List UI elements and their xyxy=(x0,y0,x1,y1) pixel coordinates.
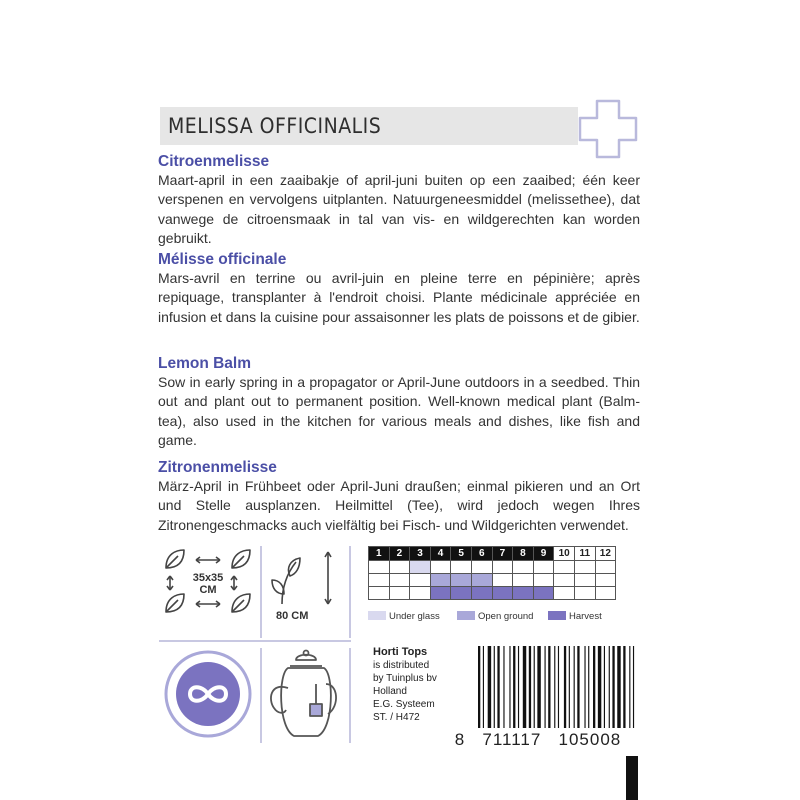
brand-name: Horti Tops xyxy=(373,646,428,658)
height-panel xyxy=(268,546,346,636)
lifecycle-panel xyxy=(160,648,258,743)
section-text: Sow in early spring in a propagator or April-June outdoors in a seedbed. Thin out and plant out to permanent position. Well-known medical plant (Balm-tea), also used in the kitchen for various meals and dishes, like fish and game. xyxy=(158,374,640,449)
legend-open-ground xyxy=(457,611,533,622)
barcode-digits: 8 711117 105008 xyxy=(454,730,622,749)
month-9: 9 xyxy=(533,547,554,561)
brand-line: ST. / H472 xyxy=(373,712,420,723)
legend-swatch xyxy=(548,611,566,620)
barcode-bar xyxy=(534,646,535,728)
month-12: 12 xyxy=(595,547,616,561)
calendar-row-under-glass xyxy=(369,561,616,574)
legend-label: Under glass xyxy=(389,611,440,622)
section-text: Mars-avril en terrine ou avril-juin en pleine terre en pépinière; après repiquage, transplanter à l'endroit choisi. Plante médicinale appréciée en infusion et dans la cuisine pour assaisonner les plats de poissons et de gibier. xyxy=(158,270,640,325)
calendar-cell xyxy=(430,587,451,600)
sowing-calendar xyxy=(368,546,616,600)
calendar-cell xyxy=(492,574,513,587)
calendar-cell xyxy=(369,587,390,600)
calendar-cell xyxy=(369,561,390,574)
barcode-bar xyxy=(483,646,484,728)
calendar-cell xyxy=(574,574,595,587)
section-text: Maart-april in een zaaibakje of april-juni buiten op een zaaibed; één keer verspenen en vervolgens uitplanten. Natuurgeneesmiddel (melissethee), dat vanwege de citroensmaak in tal van vis- en wildgerechten kan worden gebruikt. xyxy=(158,172,640,247)
section-french xyxy=(158,251,640,327)
barcode-bar xyxy=(488,646,491,728)
calendar-cell xyxy=(410,561,431,574)
barcode-bar xyxy=(503,646,504,728)
calendar-cell xyxy=(533,574,554,587)
product-title: MELISSA OFFICINALIS xyxy=(168,114,382,138)
barcode-bar xyxy=(523,646,526,728)
barcode-bar xyxy=(518,646,519,728)
calendar-cell xyxy=(492,561,513,574)
medical-cross-icon xyxy=(577,98,639,160)
calendar-cell xyxy=(410,587,431,600)
barcode-bar xyxy=(537,646,540,728)
barcode xyxy=(454,640,640,749)
barcode-bar xyxy=(612,646,614,728)
calendar-cell xyxy=(554,561,575,574)
calendar-cell xyxy=(492,587,513,600)
divider-vertical xyxy=(349,546,351,638)
barcode-bar xyxy=(548,646,550,728)
calendar-cell xyxy=(513,561,534,574)
barcode-bar xyxy=(584,646,585,728)
calendar-cell xyxy=(595,574,616,587)
barcode-bar xyxy=(497,646,499,728)
barcode-bar xyxy=(633,646,634,728)
month-7: 7 xyxy=(492,547,513,561)
brand-line: Holland xyxy=(373,686,407,697)
divider-vertical xyxy=(260,648,262,743)
brand-line: by Tuinplus bv xyxy=(373,673,437,684)
month-2: 2 xyxy=(389,547,410,561)
barcode-bar xyxy=(617,646,620,728)
divider-vertical xyxy=(260,546,262,638)
spacing-unit: CM xyxy=(199,584,217,596)
barcode-bar xyxy=(623,646,625,728)
barcode-bar xyxy=(529,646,531,728)
month-1: 1 xyxy=(369,547,390,561)
calendar-row-open-ground xyxy=(369,574,616,587)
section-german xyxy=(158,459,640,535)
calendar-cell xyxy=(471,561,492,574)
legend-harvest xyxy=(548,611,602,622)
month-8: 8 xyxy=(513,547,534,561)
brand-line: E.G. Systeem xyxy=(373,699,435,710)
section-heading: Lemon Balm xyxy=(158,355,252,372)
calendar-cell xyxy=(595,587,616,600)
calendar-month-row xyxy=(369,547,616,561)
infinity-perennial-icon xyxy=(160,648,258,743)
barcode-bar xyxy=(554,646,555,728)
plant-height-icon xyxy=(268,546,346,608)
height-label: 80 CM xyxy=(276,610,309,622)
section-heading: Zitronenmelisse xyxy=(158,459,277,476)
divider-horizontal xyxy=(159,640,351,642)
calendar-cell xyxy=(451,574,472,587)
month-10: 10 xyxy=(554,547,575,561)
calendar-cell xyxy=(430,561,451,574)
barcode-bar xyxy=(558,646,559,728)
calendar-cell xyxy=(451,587,472,600)
barcode-bar xyxy=(569,646,570,728)
calendar-cell xyxy=(533,561,554,574)
section-heading: Citroenmelisse xyxy=(158,153,270,170)
barcode-bar xyxy=(604,646,605,728)
month-5: 5 xyxy=(451,547,472,561)
calendar-cell xyxy=(533,587,554,600)
section-dutch xyxy=(158,153,640,249)
barcode-bar xyxy=(577,646,579,728)
barcode-bar xyxy=(494,646,495,728)
month-6: 6 xyxy=(471,547,492,561)
legend-under-glass xyxy=(368,611,440,622)
barcode-bar xyxy=(478,646,480,728)
distributor-info xyxy=(373,646,437,724)
barcode-bars xyxy=(474,640,640,728)
month-11: 11 xyxy=(574,547,595,561)
calendar-cell xyxy=(389,574,410,587)
calendar-cell xyxy=(410,574,431,587)
divider-vertical xyxy=(349,648,351,743)
calendar-cell xyxy=(389,587,410,600)
calendar-cell xyxy=(389,561,410,574)
calendar-cell xyxy=(430,574,451,587)
barcode-bar xyxy=(598,646,601,728)
calendar-cell xyxy=(513,574,534,587)
use-panel xyxy=(266,648,348,743)
barcode-bar xyxy=(629,646,630,728)
brand-line: is distributed xyxy=(373,660,430,671)
spacing-value: 35x35 xyxy=(192,572,224,584)
section-text: März-April in Frühbeet oder April-Juni draußen; einmal pikieren und an Ort und Stelle ausplanzen. Heilmittel (Tee), wird jedoch wegen Ihres Zitronengeschmacks auch vielfältig bei Fisch- und Wildgerichten verwendet. xyxy=(158,478,640,533)
legend-label: Harvest xyxy=(569,611,602,622)
calendar-cell xyxy=(554,574,575,587)
spacing-panel xyxy=(160,546,258,636)
barcode-bar xyxy=(588,646,589,728)
calendar-cell xyxy=(595,561,616,574)
barcode-bar xyxy=(513,646,515,728)
legend-swatch xyxy=(368,611,386,620)
section-english xyxy=(158,355,640,451)
barcode-bar xyxy=(609,646,610,728)
barcode-bar xyxy=(564,646,566,728)
barcode-bar xyxy=(593,646,595,728)
calendar-cell xyxy=(554,587,575,600)
section-heading: Mélisse officinale xyxy=(158,251,287,268)
teapot-icon xyxy=(266,648,348,743)
legend-swatch xyxy=(457,611,475,620)
calendar-cell xyxy=(451,561,472,574)
calendar-cell xyxy=(369,574,390,587)
calendar-row-harvest xyxy=(369,587,616,600)
calendar-cell xyxy=(574,561,595,574)
barcode-bar xyxy=(545,646,546,728)
calendar-cell xyxy=(574,587,595,600)
legend-label: Open ground xyxy=(478,611,534,622)
barcode-bar xyxy=(574,646,575,728)
calendar-cell xyxy=(471,587,492,600)
calendar-cell xyxy=(513,587,534,600)
calendar-cell xyxy=(471,574,492,587)
month-3: 3 xyxy=(410,547,431,561)
title-bar xyxy=(160,107,578,145)
month-4: 4 xyxy=(430,547,451,561)
edge-marker xyxy=(626,756,638,800)
barcode-bar xyxy=(509,646,510,728)
